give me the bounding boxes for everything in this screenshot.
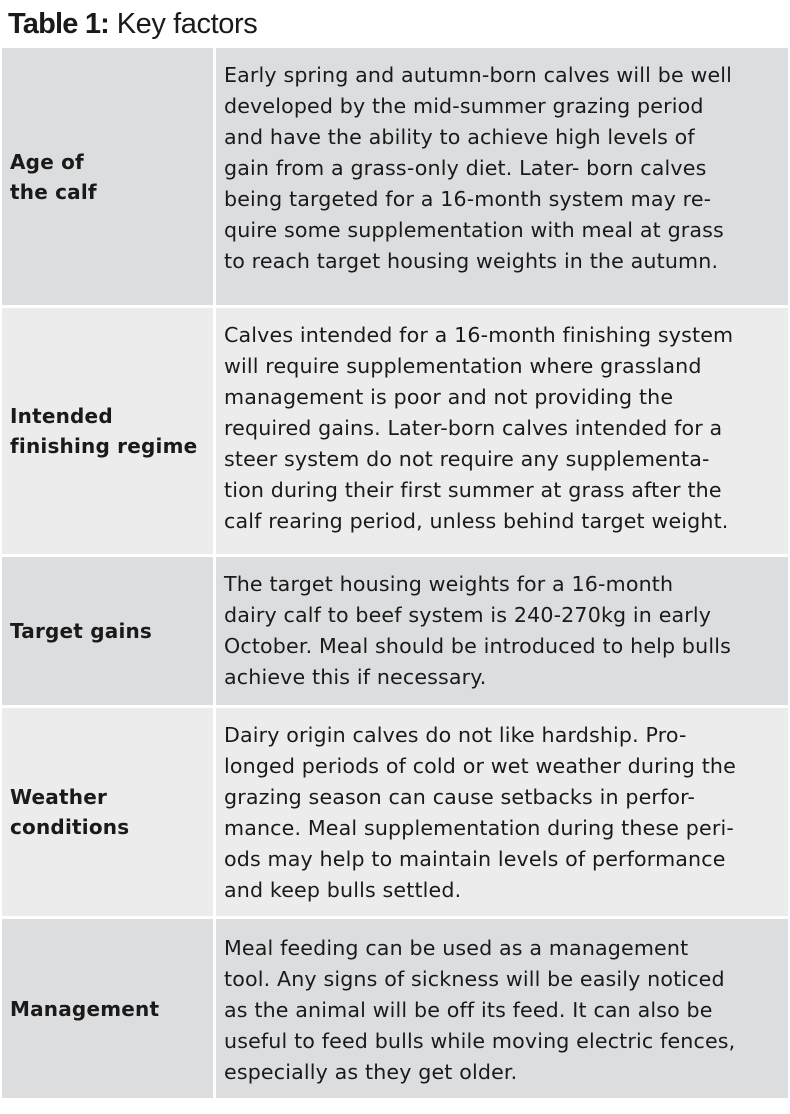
description-line: calf rearing period, unless behind target weight. bbox=[224, 509, 729, 533]
description-line: dairy calf to beef system is 240-270kg in early bbox=[224, 603, 712, 627]
description-line: management is poor and not providing the bbox=[224, 385, 674, 409]
description-line: October. Meal should be introduced to help bulls bbox=[224, 634, 731, 658]
factor-label-line-1: Target gains bbox=[10, 619, 153, 643]
description-line: as the animal will be off its feed. It can also be bbox=[224, 998, 713, 1022]
description-line: ods may help to maintain levels of performance bbox=[224, 847, 726, 871]
description-line: developed by the mid-summer grazing period bbox=[224, 94, 704, 118]
description-line: Dairy origin calves do not like hardship. Pro- bbox=[224, 723, 687, 747]
factor-label-cell bbox=[2, 919, 216, 1098]
factor-label-line-1: Intended bbox=[10, 404, 113, 428]
description-line: and keep bulls settled. bbox=[224, 878, 462, 902]
description-line: quire some supplementation with meal at grass bbox=[224, 218, 724, 242]
description-line: grazing season can cause setbacks in perfor- bbox=[224, 785, 696, 809]
factor-label-cell bbox=[2, 708, 216, 916]
factor-label-cell bbox=[2, 48, 216, 305]
factor-label-line-2: the calf bbox=[10, 179, 97, 204]
description-line: steer system do not require any supplementa- bbox=[224, 447, 710, 471]
factor-label-line-1: Weather bbox=[10, 785, 108, 809]
description-line: mance. Meal supplementation during these peri- bbox=[224, 816, 734, 840]
factor-description-cell bbox=[216, 557, 788, 705]
factor-description-cell bbox=[216, 708, 788, 916]
description-line: longed periods of cold or wet weather during the bbox=[224, 754, 736, 778]
table-row-target-gains bbox=[2, 557, 788, 708]
factor-description-cell bbox=[216, 48, 788, 305]
table-title-label: Table 1: bbox=[8, 8, 110, 40]
description-line: to reach target housing weights in the autumn. bbox=[224, 249, 719, 273]
description-line: Meal feeding can be used as a management bbox=[224, 936, 689, 960]
factor-description-cell bbox=[216, 919, 788, 1098]
factor-description-cell bbox=[216, 308, 788, 554]
description-line: tion during their first summer at grass after the bbox=[224, 478, 722, 502]
table-title-text: Key factors bbox=[109, 8, 258, 40]
description-line: and have the ability to achieve high levels of bbox=[224, 125, 695, 149]
description-line: gain from a grass-only diet. Later- born calves bbox=[224, 156, 707, 180]
table-title bbox=[8, 6, 257, 42]
factor-label-line-1: Age of bbox=[10, 149, 84, 174]
description-line: The target housing weights for a 16-month bbox=[224, 572, 674, 596]
factor-label-cell bbox=[2, 557, 216, 705]
description-line: required gains. Later-born calves intended for a bbox=[224, 416, 723, 440]
description-line: being targeted for a 16-month system may re- bbox=[224, 187, 712, 211]
factor-label-line-1: Management bbox=[10, 996, 160, 1021]
table-row-management bbox=[2, 919, 788, 1101]
description-line: tool. Any signs of sickness will be easily noticed bbox=[224, 967, 725, 991]
description-line: Calves intended for a 16-month finishing system bbox=[224, 323, 734, 347]
description-line: useful to feed bulls while moving electric fences, bbox=[224, 1029, 736, 1053]
description-line: especially as they get older. bbox=[224, 1060, 518, 1084]
key-factors-table bbox=[2, 46, 788, 1101]
description-line: Early spring and autumn-born calves will be well bbox=[224, 63, 733, 87]
description-line: achieve this if necessary. bbox=[224, 665, 487, 689]
factor-label-line-2: conditions bbox=[10, 815, 130, 839]
table-row-intended-finishing-regime bbox=[2, 308, 788, 557]
factor-label-line-2: finishing regime bbox=[10, 434, 198, 458]
description-line: will require supplementation where grassland bbox=[224, 354, 702, 378]
table-row-age-of-calf bbox=[2, 48, 788, 308]
factor-label-cell bbox=[2, 308, 216, 554]
table-row-weather-conditions bbox=[2, 708, 788, 919]
